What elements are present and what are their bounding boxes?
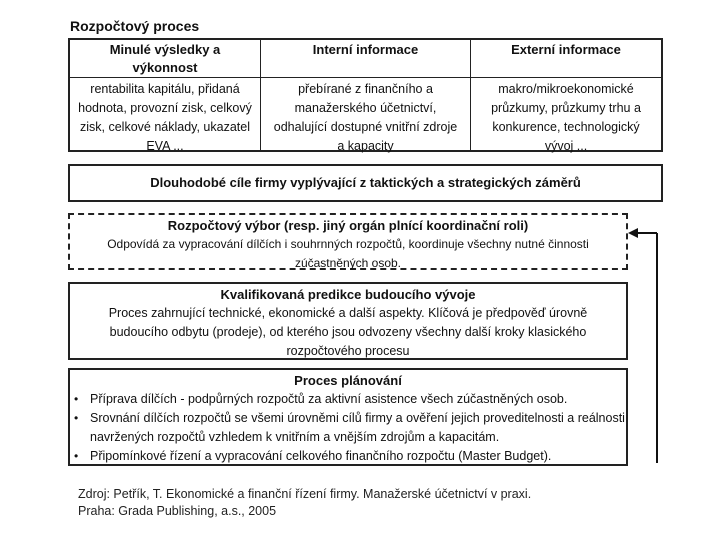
cell-external-info: makro/mikroekonomické průzkumy, průzkumy trhu a konkurence, technologický vývoj ... — [491, 82, 641, 153]
header-external-info: Externí informace — [471, 40, 661, 78]
planning-title: Proces plánování — [294, 373, 402, 388]
info-table — [68, 38, 663, 152]
bullet-icon: • — [74, 411, 79, 425]
list-item: • Připomínkové řízení a vypracování celkového finančního rozpočtu (Master Budget). — [70, 447, 626, 466]
committee-text: Odpovídá za vypracování dílčích i souhrnných rozpočtů, koordinuje všechny nutné činnosti zúčastněných osob. — [107, 237, 589, 270]
bullet-icon: • — [74, 392, 79, 406]
prediction-text: Proces zahrnující technické, ekonomické a další aspekty. Klíčová je předpověď úrovně budoucího odbytu (prodeje), od kterého jsou odvozeny všechny další kroky klasického rozpočtového procesu — [108, 306, 588, 358]
list-item: • Srovnání dílčích rozpočtů se všemi úrovněmi cílů firmy a ověření jejich proveditelnosti a reálnosti navržených rozpočtů vzhledem k vnitřním a vnějším zdrojům a kapacitám. — [74, 411, 625, 444]
header-internal-info: Interní informace — [261, 40, 470, 78]
committee-box — [68, 213, 628, 270]
source-citation — [78, 486, 531, 520]
diagram-title: Rozpočtový proces — [70, 18, 200, 34]
planning-box — [68, 368, 628, 466]
source-line-1: Zdroj: Petřík, T. Ekonomické a finanční řízení firmy. Manažerské účetnictví v praxi. — [78, 487, 532, 501]
cell-internal-info: přebírané z finančního a manažerského účetnictví, odhalující dostupné vnitřní zdroje a kapacity — [273, 82, 458, 153]
committee-title: Rozpočtový výbor (resp. jiný orgán plnící koordinační roli) — [167, 218, 529, 233]
source-line-2: Praha: Grada Publishing, a.s., 2005 — [78, 504, 277, 518]
header-past-results: Minulé výsledky a výkonnost — [70, 40, 260, 78]
list-item: • Příprava dílčích - podpůrných rozpočtů za aktivní asistence všech zúčastněných osob. — [70, 390, 626, 409]
goals-text: Dlouhodobé cíle firmy vyplývající z taktických a strategických záměrů — [150, 175, 581, 190]
cell-past-results: rentabilita kapitálu, přidaná hodnota, provozní zisk, celkový zisk, celkové náklady, ukazatel EVA ... — [78, 82, 252, 153]
prediction-box — [68, 282, 628, 360]
bullet-icon: • — [74, 449, 79, 463]
goals-box — [68, 164, 663, 202]
planning-list — [70, 390, 626, 466]
prediction-title: Kvalifikovaná predikce budoucího vývoje — [220, 287, 476, 302]
